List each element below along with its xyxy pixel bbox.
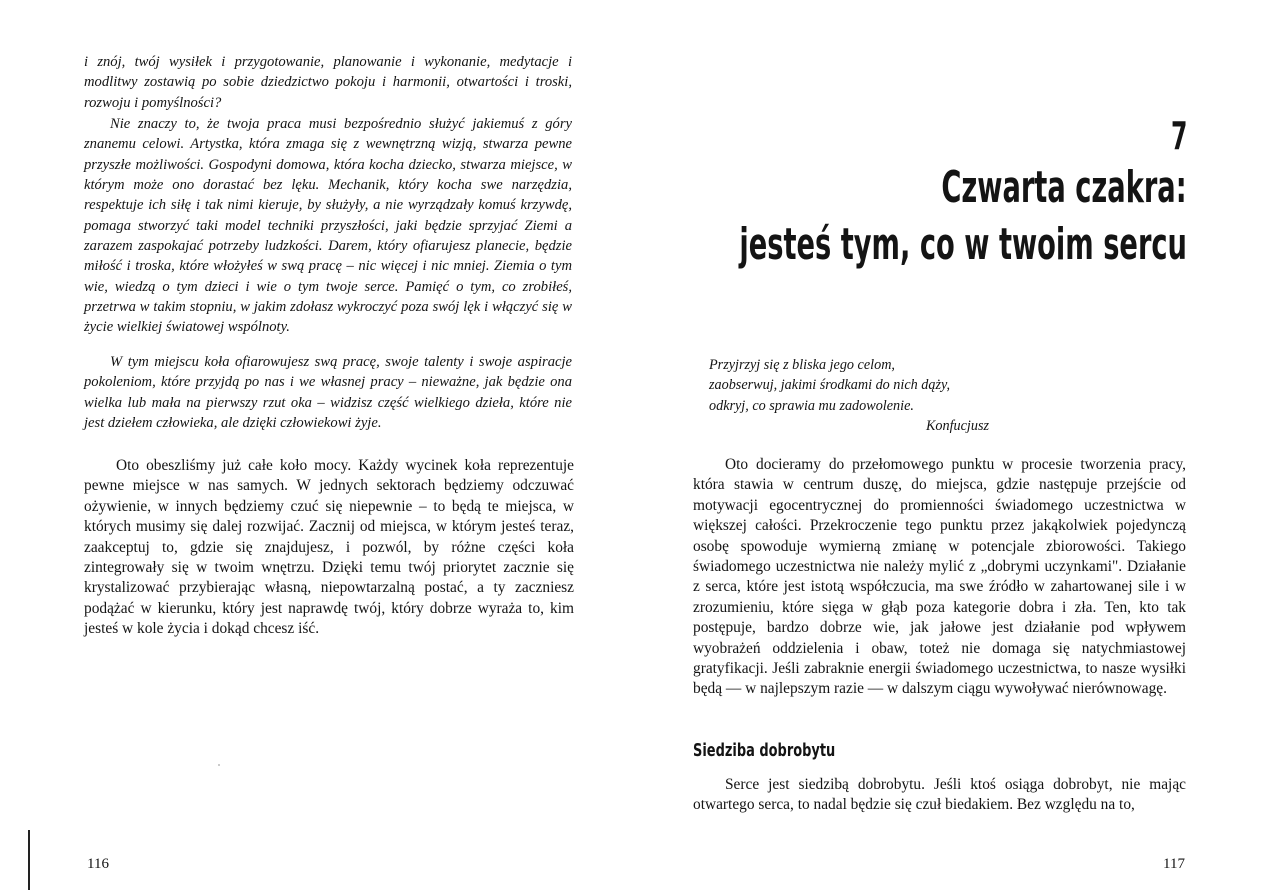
body-paragraph: Oto docieramy do przełomowego punktu w procesie tworzenia pracy, która stawia w centrum duszę, do miejsca, gdzie następuje przejście od motywacji egocentrycznej do promienności świadomego uczestnictwa w większej całości. Przekroczenie tego punktu przez jakąkolwiek pojedynczą osobę spowoduje wymierną zmianę w potencjale zbiorowości. Takiego świadomego uczestnictwa nie należy mylić z „dobrymi uczynkami". Działanie z serca, które jest istotą współczucia, ma swe źródło w zahartowanej sile i w zrozumieniu, które sięga w głąb poza kategorie dobra i zła. Ten, kto tak postępuje, bardzo dobrze wie, jak jałowe jest działanie pod wpływem wyobrażeń oddzielenia i obaw, toteż nie domaga się natychmiastowej gratyfikacji. Jeśli zabraknie energii świadomego uczestnictwa, to nasze wysiłki będą — w najlepszym razie — w dalszym ciągu wywoływać nierównowagę. [693, 456, 1186, 698]
left-page [0, 0, 631, 893]
italic-paragraph-2: Nie znaczy to, że twoja praca musi bezpośrednio służyć jakiemuś z góry znanemu celowi. Artystka, która zmaga się z wewnętrzną wizją, stwarza pewne przyszłe możliwości. Gospodyni domowa, która kocha dziecko, stwarza miejsce, w którym może ono dorastać bez lęku. Mechanik, który kocha swe narzędzia, respektuje ich siłę i tak nimi kieruje, by służyły, a nie wyrządzały komuś krzywdę, pomaga stworzyć taki model techniki przyszłości, jaki będzie sprzyjać Ziemi a zarazem zaspokajać potrzeby ludzkości. Darem, który ofiarujesz planecie, będzie miłość i troska, które włożyłeś w swą pracę – nic więcej i nic mniej. Ziemia o tym wie, wiedzą o tym dzieci i wie o tym twoje serce. Pamięć o tym, co zrobiłeś, przetrwa w takim stopniu, w jakim zdołasz wykroczyć poza swój lęk i włączyć się w życie wielkiej światowej wspólnoty. [84, 116, 572, 336]
right-page [631, 0, 1263, 893]
chapter-title-line-2: jesteś tym, co w twoim sercu [739, 219, 1187, 270]
epigraph-line: Przyjrzyj się z bliska jego celom, [709, 357, 895, 373]
epigraph-line: odkryj, co sprawia mu zadowolenie. [709, 397, 914, 414]
chapter-title-line-1: Czwarta czakra: [941, 162, 1187, 213]
epigraph-author: Konfucjusz [925, 417, 989, 434]
chapter-number: 7 [1170, 114, 1187, 158]
italic-paragraph-3: W tym miejscu koła ofiarowujesz swą pracę, swoje talenty i swoje aspiracje pokoleniom, które przyjdą po nas i we własnej pracy – nieważne, jak będzie ona wielka lub mała na pierwszy rzut oka – widzisz część wielkiego dzieła, które nie jest dziełem człowieka, ale dzięki człowiekowi żyje. [84, 354, 572, 432]
page-number: 116 [87, 856, 109, 872]
scan-speck [218, 764, 220, 766]
epigraph-line: zaobserwuj, jakimi środkami do nich dąży, [709, 377, 951, 394]
section-heading: Siedziba dobrobytu [693, 740, 836, 761]
section-paragraph: Serce jest siedzibą dobrobytu. Jeśli ktoś osiąga dobrobyt, nie mając otwartego serca, to nadal będzie się czuł biedakiem. Bez względu na to, [693, 776, 1186, 814]
page-number: 117 [1163, 856, 1185, 872]
italic-paragraph-1: i znój, twój wysiłek i przygotowanie, planowanie i wykonanie, medytacje i modlitwy zostawią po sobie dziedzictwo pokoju i harmonii, otwartości i troski, rozwoju i pomyślności? [84, 54, 572, 111]
epigraph [709, 355, 989, 436]
body-paragraph: Oto obeszliśmy już całe koło mocy. Każdy wycinek koła reprezentuje pewne miejsce w nas samych. W jednych sektorach będziemy odczuwać ożywienie, w innych będziemy czuć się niepewnie – to będą te miejsca, w których musimy się dalej rozwijać. Zacznij od miejsca, w którym jesteś teraz, zaakceptuj to, gdzie się znajdujesz, i pozwól, by różne części koła zintegrowały się w twoim wnętrzu. Dzięki temu twój priorytet zacznie się krystalizować przybierając własną, niepowtarzalną postać, a ty zaczniesz podążać w kierunku, który jest naprawdę twój, który dobrze wyraża to, kim jesteś w kole życia i dokąd chcesz iść. [84, 457, 574, 638]
